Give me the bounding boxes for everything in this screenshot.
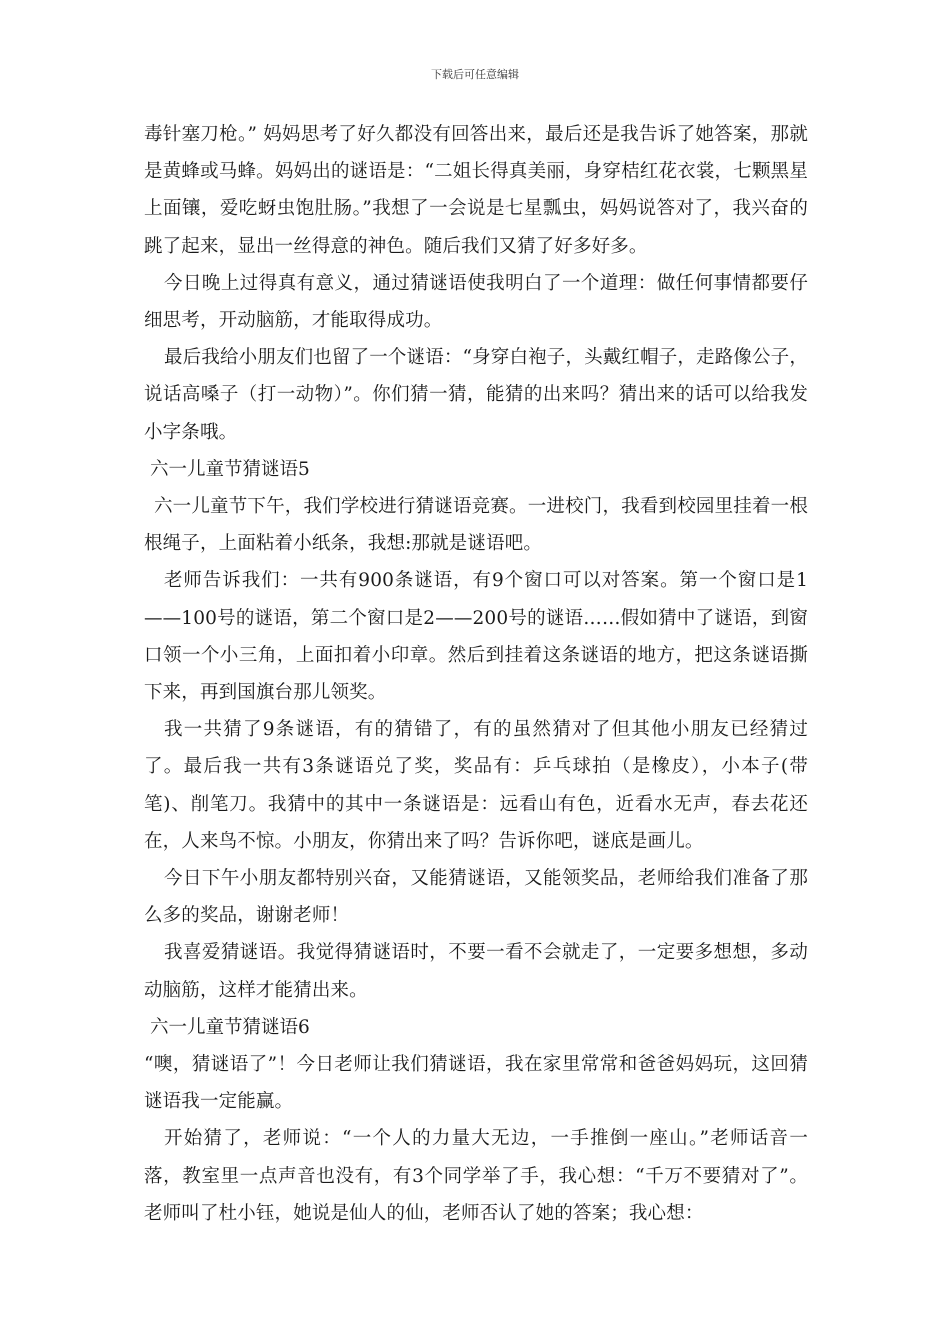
paragraph: 我喜爱猜谜语。我觉得猜谜语时，不要一看不会就走了，一定要多想想，多动动脑筋，这样才能猜出来。 [144,942,808,1001]
page-header: 下载后可任意编辑 [431,68,519,81]
paragraph: 我一共猜了9条谜语，有的猜错了，有的虽然猜对了但其他小朋友已经猜过了。最后我一共有3条谜语兑了奖，奖品有：乒乓球拍（是橡皮），小本子(带笔)、削笔刀。我猜中的其中一条谜语是：远看山有色，近看水无声，春去花还在，人来鸟不惊。小朋友，你猜出来了吗？告诉你吧，谜底是画儿。 [144,719,808,852]
paragraph: 最后我给小朋友们也留了一个谜语：“身穿白袍子，头戴红帽子，走路像公子，说话高嗓子（打一动物）”。你们猜一猜，能猜的出来吗？猜出来的话可以给我发小字条哦。 [144,347,808,443]
section-heading: 六一儿童节猜谜语6 [150,1016,310,1038]
paragraph: 老师告诉我们：一共有900条谜语，有9个窗口可以对答案。第一个窗口是1——100号的谜语，第二个窗口是2——200号的谜语……假如猜中了谜语，到窗口领一个小三角，上面扣着小印章。然后到挂着这条谜语的地方，把这条谜语撕下来，再到国旗台那儿领奖。 [144,570,808,704]
paragraph: 今日晚上过得真有意义，通过猜谜语使我明白了一个道理：做任何事情都要仔细思考，开动脑筋，才能取得成功。 [144,272,808,332]
section-heading: 六一儿童节猜谜语5 [150,458,310,480]
paragraph: 今日下午小朋友都特别兴奋，又能猜谜语，又能领奖品，老师给我们准备了那么多的奖品，谢谢老师！ [144,868,808,927]
paragraph: “噢，猜谜语了”！今日老师让我们猜谜语，我在家里常常和爸爸妈妈玩，这回猜谜语我一定能赢。 [144,1054,808,1113]
paragraph: 毒针塞刀枪。” 妈妈思考了好久都没有回答出来，最后还是我告诉了她答案，那就是黄蜂或马蜂。妈妈出的谜语是：“二姐长得真美丽，身穿桔红花衣裳，七颗黑星上面镶，爱吃蚜虫饱肚肠。”我想了一会说是七星瓢虫，妈妈说答对了，我兴奋的跳了起来，显出一丝得意的神色。随后我们又猜了好多好多。 [144,124,808,257]
paragraph: 开始猜了，老师说：“一个人的力量大无边，一手推倒一座山。”老师话音一落，教室里一点声音也没有，有3个同学举了手，我心想：“千万不要猜对了”。老师叫了杜小钰，她说是仙人的仙，老师否认了她的答案；我心想： [144,1128,808,1224]
document-body [144,116,808,1232]
paragraph: 六一儿童节下午，我们学校进行猜谜语竞赛。一进校门，我看到校园里挂着一根根绳子，上面粘着小纸条，我想:那就是谜语吧。 [144,496,808,555]
